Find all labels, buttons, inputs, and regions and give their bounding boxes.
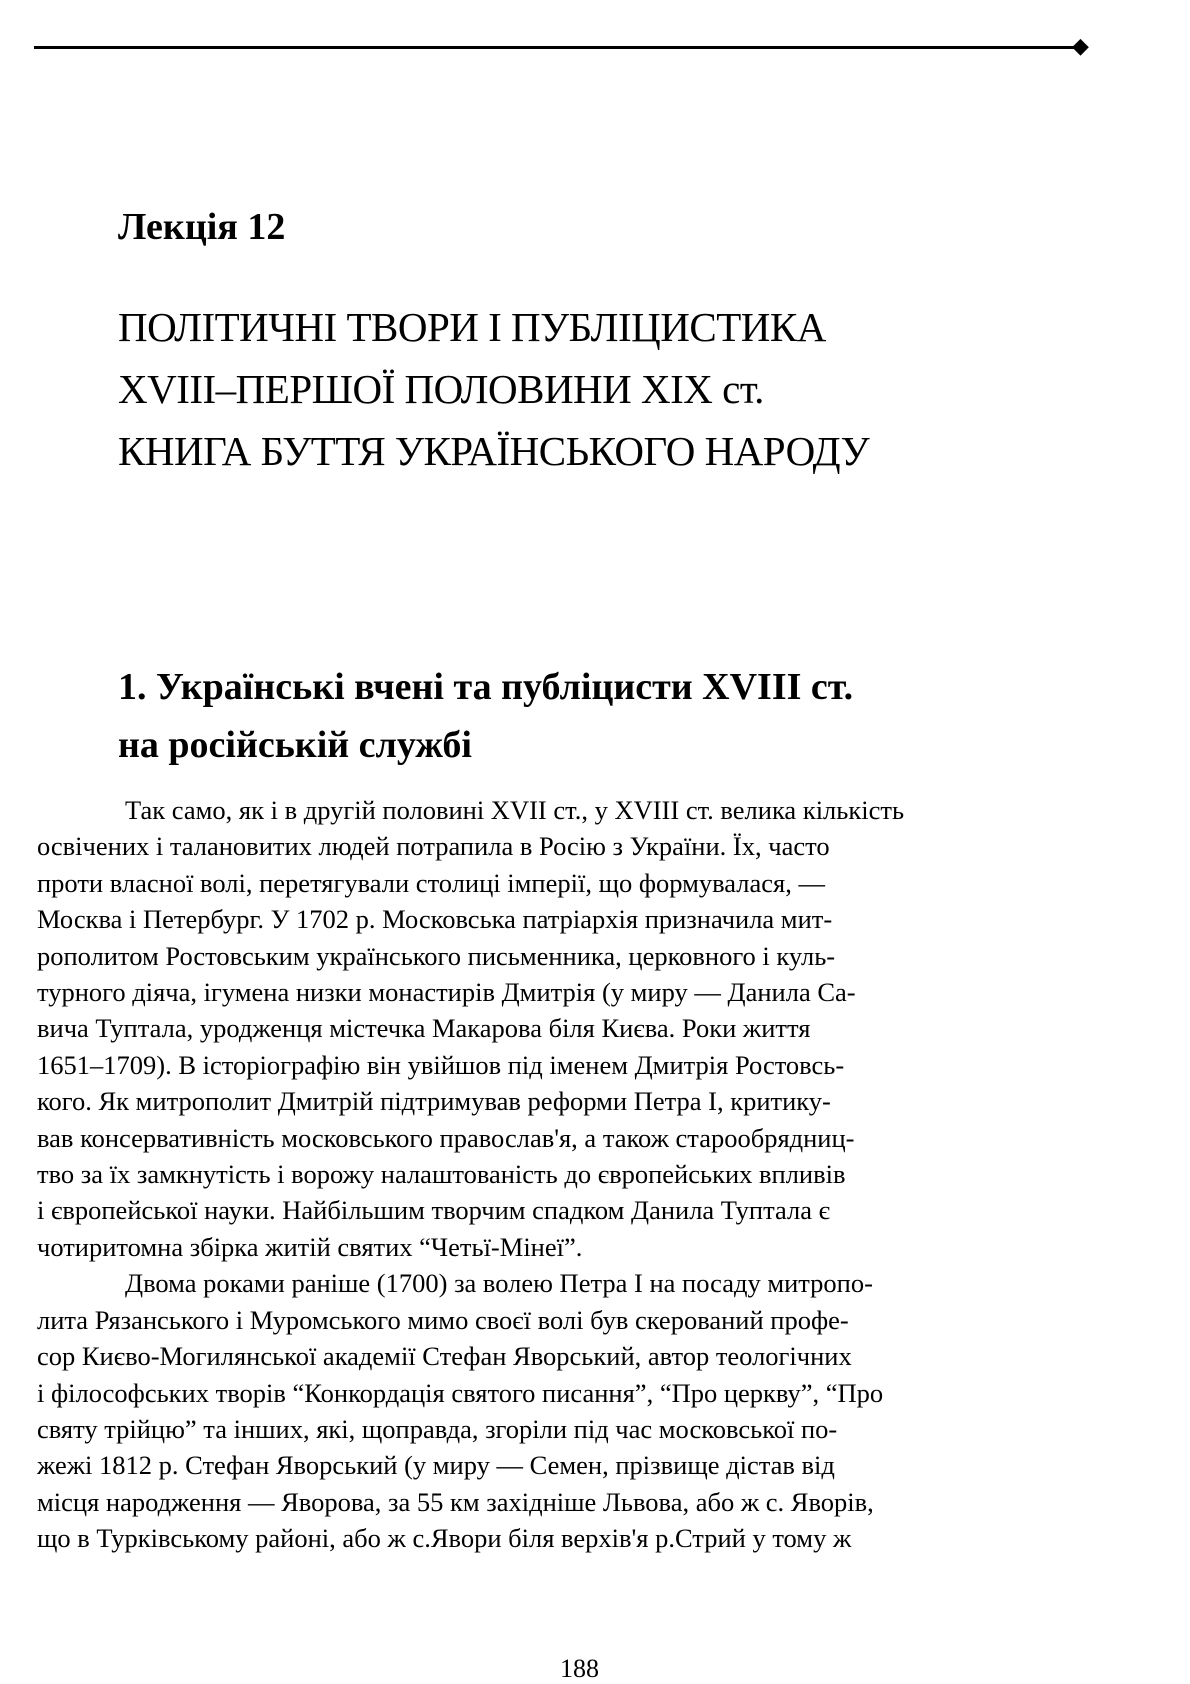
- lecture-title-line: ПОЛІТИЧНІ ТВОРИ І ПУБЛІЦИСТИКА: [118, 304, 826, 350]
- paragraph: [37, 792, 1117, 1265]
- text-line: турного діяча, ігумена низки монастирів Дмитрія (у миру — Данила Са-: [37, 977, 856, 1008]
- text-line: святу трійцю” та інших, які, щоправда, згоріли під час московської по-: [37, 1413, 838, 1444]
- section-heading-line: 1. Українські вчені та публіцисти XVIII ст.: [118, 666, 854, 708]
- page-number: 188: [560, 1654, 599, 1683]
- text-line: вав консервативність московського православ'я, а також старообрядниц-: [37, 1122, 855, 1153]
- text-line: тво за їх замкнутість і ворожу налаштованість до європейських впливів: [37, 1159, 846, 1190]
- text-line: 1651–1709). В історіографію він увійшов під іменем Дмитрія Ростовсь-: [37, 1049, 845, 1080]
- lecture-title-line: XVIII–ПЕРШОЇ ПОЛОВИНИ XIX ст.: [118, 366, 764, 412]
- text-line: сор Києво-Могилянської академії Стефан Яворський, автор теологічних: [37, 1341, 852, 1372]
- text-line: жежі 1812 р. Стефан Яворський (у миру — Семен, прізвище дістав від: [37, 1450, 835, 1481]
- lecture-title-line: КНИГА БУТТЯ УКРАЇНСЬКОГО НАРОДУ: [118, 428, 870, 474]
- text-line: освічених і талановитих людей потрапила в Росію з України. Їх, часто: [37, 831, 830, 862]
- lecture-title: [118, 296, 1118, 482]
- section-heading: [118, 658, 1098, 774]
- text-line: Двома роками раніше (1700) за волею Петра І на посаду митропо-: [125, 1268, 873, 1299]
- rule-ornament-icon: ◆: [1072, 33, 1089, 58]
- text-line: чотиритомна збірка житій святих “Четьї-Мінеї”.: [37, 1231, 583, 1262]
- text-line: і європейської науки. Найбільшим творчим спадком Данила Туптала є: [37, 1195, 830, 1226]
- text-line: вича Туптала, уродженця містечка Макарова біля Києва. Роки життя: [37, 1013, 811, 1044]
- body-text: [37, 792, 1117, 1557]
- section-heading-line: на російській службі: [118, 724, 472, 766]
- lecture-label: Лекція 12: [118, 206, 286, 248]
- paragraph: [37, 1265, 1117, 1556]
- text-line: Так само, як і в другій половині XVII ст., у XVIII ст. велика кількість: [125, 795, 905, 825]
- text-line: місця народження — Яворова, за 55 км західніше Львова, або ж с. Яворів,: [37, 1486, 874, 1517]
- text-line: Москва і Петербург. У 1702 р. Московська патріархія призначила мит-: [37, 904, 833, 935]
- top-rule: [34, 46, 1074, 49]
- text-line: рополитом Ростовським українського письменника, церковного і куль-: [37, 940, 836, 971]
- text-line: проти власної волі, перетягували столиці імперії, що формувалася, —: [37, 867, 825, 898]
- text-line: кого. Як митрополит Дмитрій підтримував реформи Петра І, критику-: [37, 1086, 831, 1117]
- text-line: що в Турківському районі, або ж с.Явори біля верхів'я р.Стрий у тому ж: [37, 1523, 852, 1554]
- text-line: і філософських творів “Конкордація святого писання”, “Про церкву”, “Про: [37, 1377, 884, 1408]
- text-line: лита Рязанського і Муромського мимо своєї волі був скерований профе-: [37, 1304, 849, 1335]
